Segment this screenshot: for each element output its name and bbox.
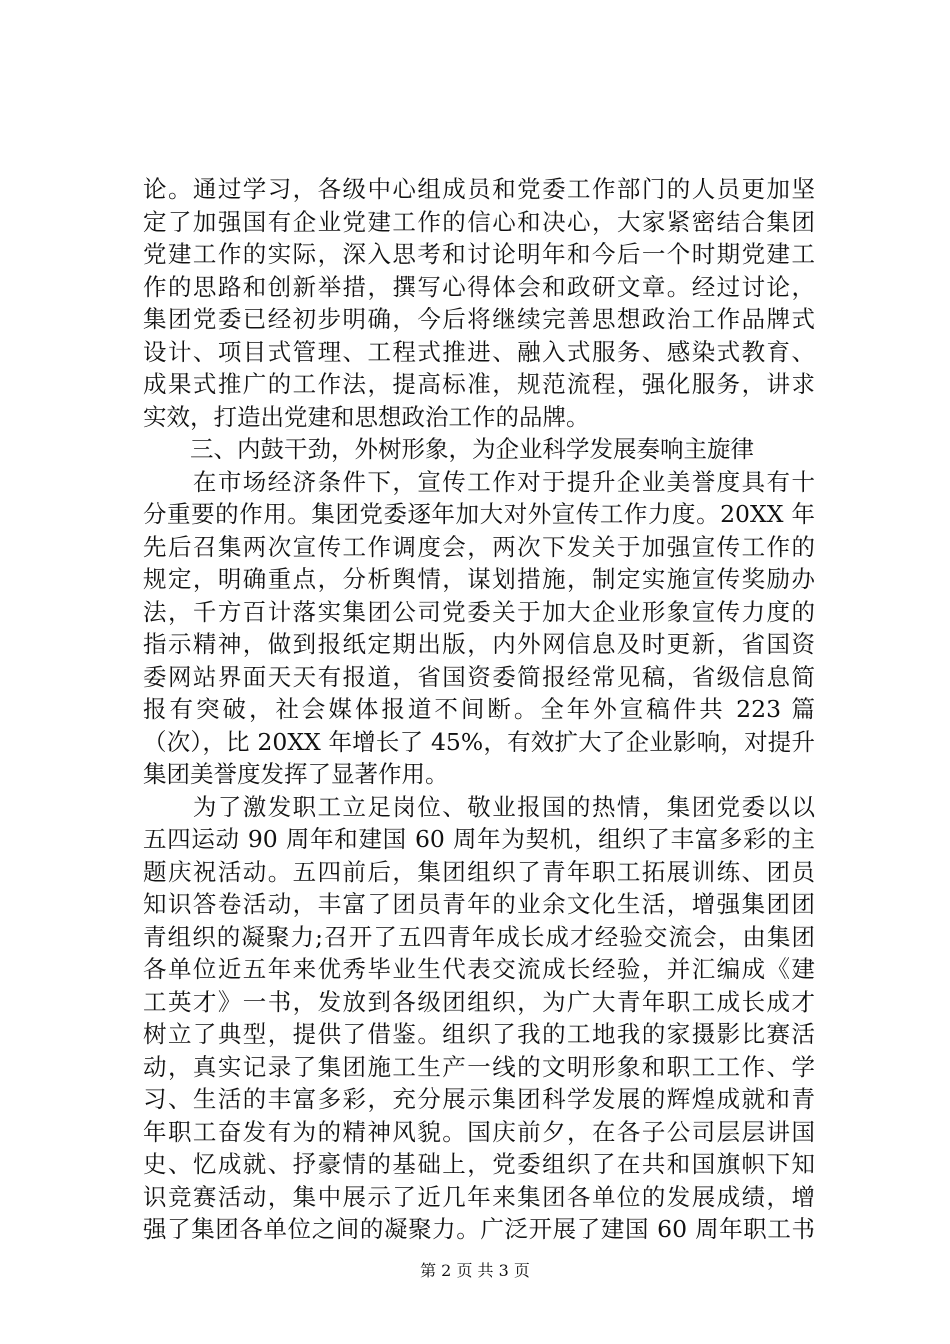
text-line: 法，千方百计落实集团公司党委关于加大企业形象宣传力度的: [143, 597, 815, 626]
text-line: 先后召集两次宣传工作调度会，两次下发关于加强宣传工作的: [143, 532, 815, 561]
text-line: 题庆祝活动。五四前后，集团组织了青年职工拓展训练、团员: [143, 857, 815, 886]
text-line: 各单位近五年来优秀毕业生代表交流成长经验，并汇编成《建: [143, 955, 815, 983]
page-footer: 第 2 页 共 3 页: [420, 1261, 530, 1280]
text-line: 识竞赛活动，集中展示了近几年来集团各单位的发展成绩，增: [143, 1182, 815, 1211]
text-line: 动，真实记录了集团施工生产一线的文明形象和职工工作、学: [143, 1052, 815, 1081]
text-line: 树立了典型，提供了借鉴。组织了我的工地我的家摄影比赛活: [143, 1020, 815, 1048]
text-line: （次），比 20XX 年增长了 45%，有效扩大了企业影响，对提升: [143, 727, 815, 756]
text-line: 年职工奋发有为的精神风貌。国庆前夕，在各子公司层层讲国: [143, 1117, 815, 1146]
text-line: 设计、项目式管理、工程式推进、融入式服务、感染式教育、: [143, 337, 815, 366]
text-line: 实效，打造出党建和思想政治工作的品牌。: [143, 402, 590, 431]
text-line: 工英才》一书，发放到各级团组织，为广大青年职工成长成才: [143, 987, 815, 1016]
text-line: 五四运动 90 周年和建国 60 周年为契机，组织了丰富多彩的主: [143, 825, 815, 853]
text-line: 习、生活的丰富多彩，充分展示集团科学发展的辉煌成就和青: [143, 1085, 815, 1113]
text-line: 史、忆成就、抒豪情的基础上，党委组织了在共和国旗帜下知: [143, 1150, 815, 1178]
text-line: 集团党委已经初步明确，今后将继续完善思想政治工作品牌式: [143, 305, 815, 333]
text-line: 强了集团各单位之间的凝聚力。广泛开展了建国 60 周年职工书: [143, 1215, 815, 1243]
text-line: 为了激发职工立足岗位、敬业报国的热情，集团党委以以: [143, 792, 815, 821]
body-text: [143, 173, 815, 1246]
text-line: 指示精神，做到报纸定期出版，内外网信息及时更新，省国资: [143, 630, 815, 658]
text-line: 规定，明确重点，分析舆情，谋划措施，制定实施宣传奖励办: [143, 565, 815, 593]
text-line: 报有突破，社会媒体报道不间断。全年外宣稿件共 223 篇: [143, 695, 815, 723]
text-line: 作的思路和创新举措，撰写心得体会和政研文章。经过讨论，: [143, 272, 815, 301]
text-line: 青组织的凝聚力;召开了五四青年成长成才经验交流会，由集团: [143, 922, 815, 951]
text-line: 集团美誉度发挥了显著作用。: [143, 760, 449, 788]
text-line: 委网站界面天天有报道，省国资委简报经常见稿，省级信息简: [143, 662, 815, 691]
text-line: 定了加强国有企业党建工作的信心和决心，大家紧密结合集团: [143, 207, 815, 236]
text-line: 在市场经济条件下，宣传工作对于提升企业美誉度具有十: [143, 467, 815, 496]
text-line: 成果式推广的工作法，提高标准，规范流程，强化服务，讲求: [143, 370, 815, 398]
text-line: 三、内鼓干劲，外树形象，为企业科学发展奏响主旋律: [143, 435, 754, 463]
text-line: 知识答卷活动，丰富了团员青年的业余文化生活，增强集团团: [143, 890, 815, 918]
text-line: 论。通过学习，各级中心组成员和党委工作部门的人员更加坚: [143, 175, 815, 203]
text-line: 党建工作的实际，深入思考和讨论明年和今后一个时期党建工: [143, 240, 815, 268]
text-line: 分重要的作用。集团党委逐年加大对外宣传工作力度。20XX 年: [143, 500, 815, 528]
